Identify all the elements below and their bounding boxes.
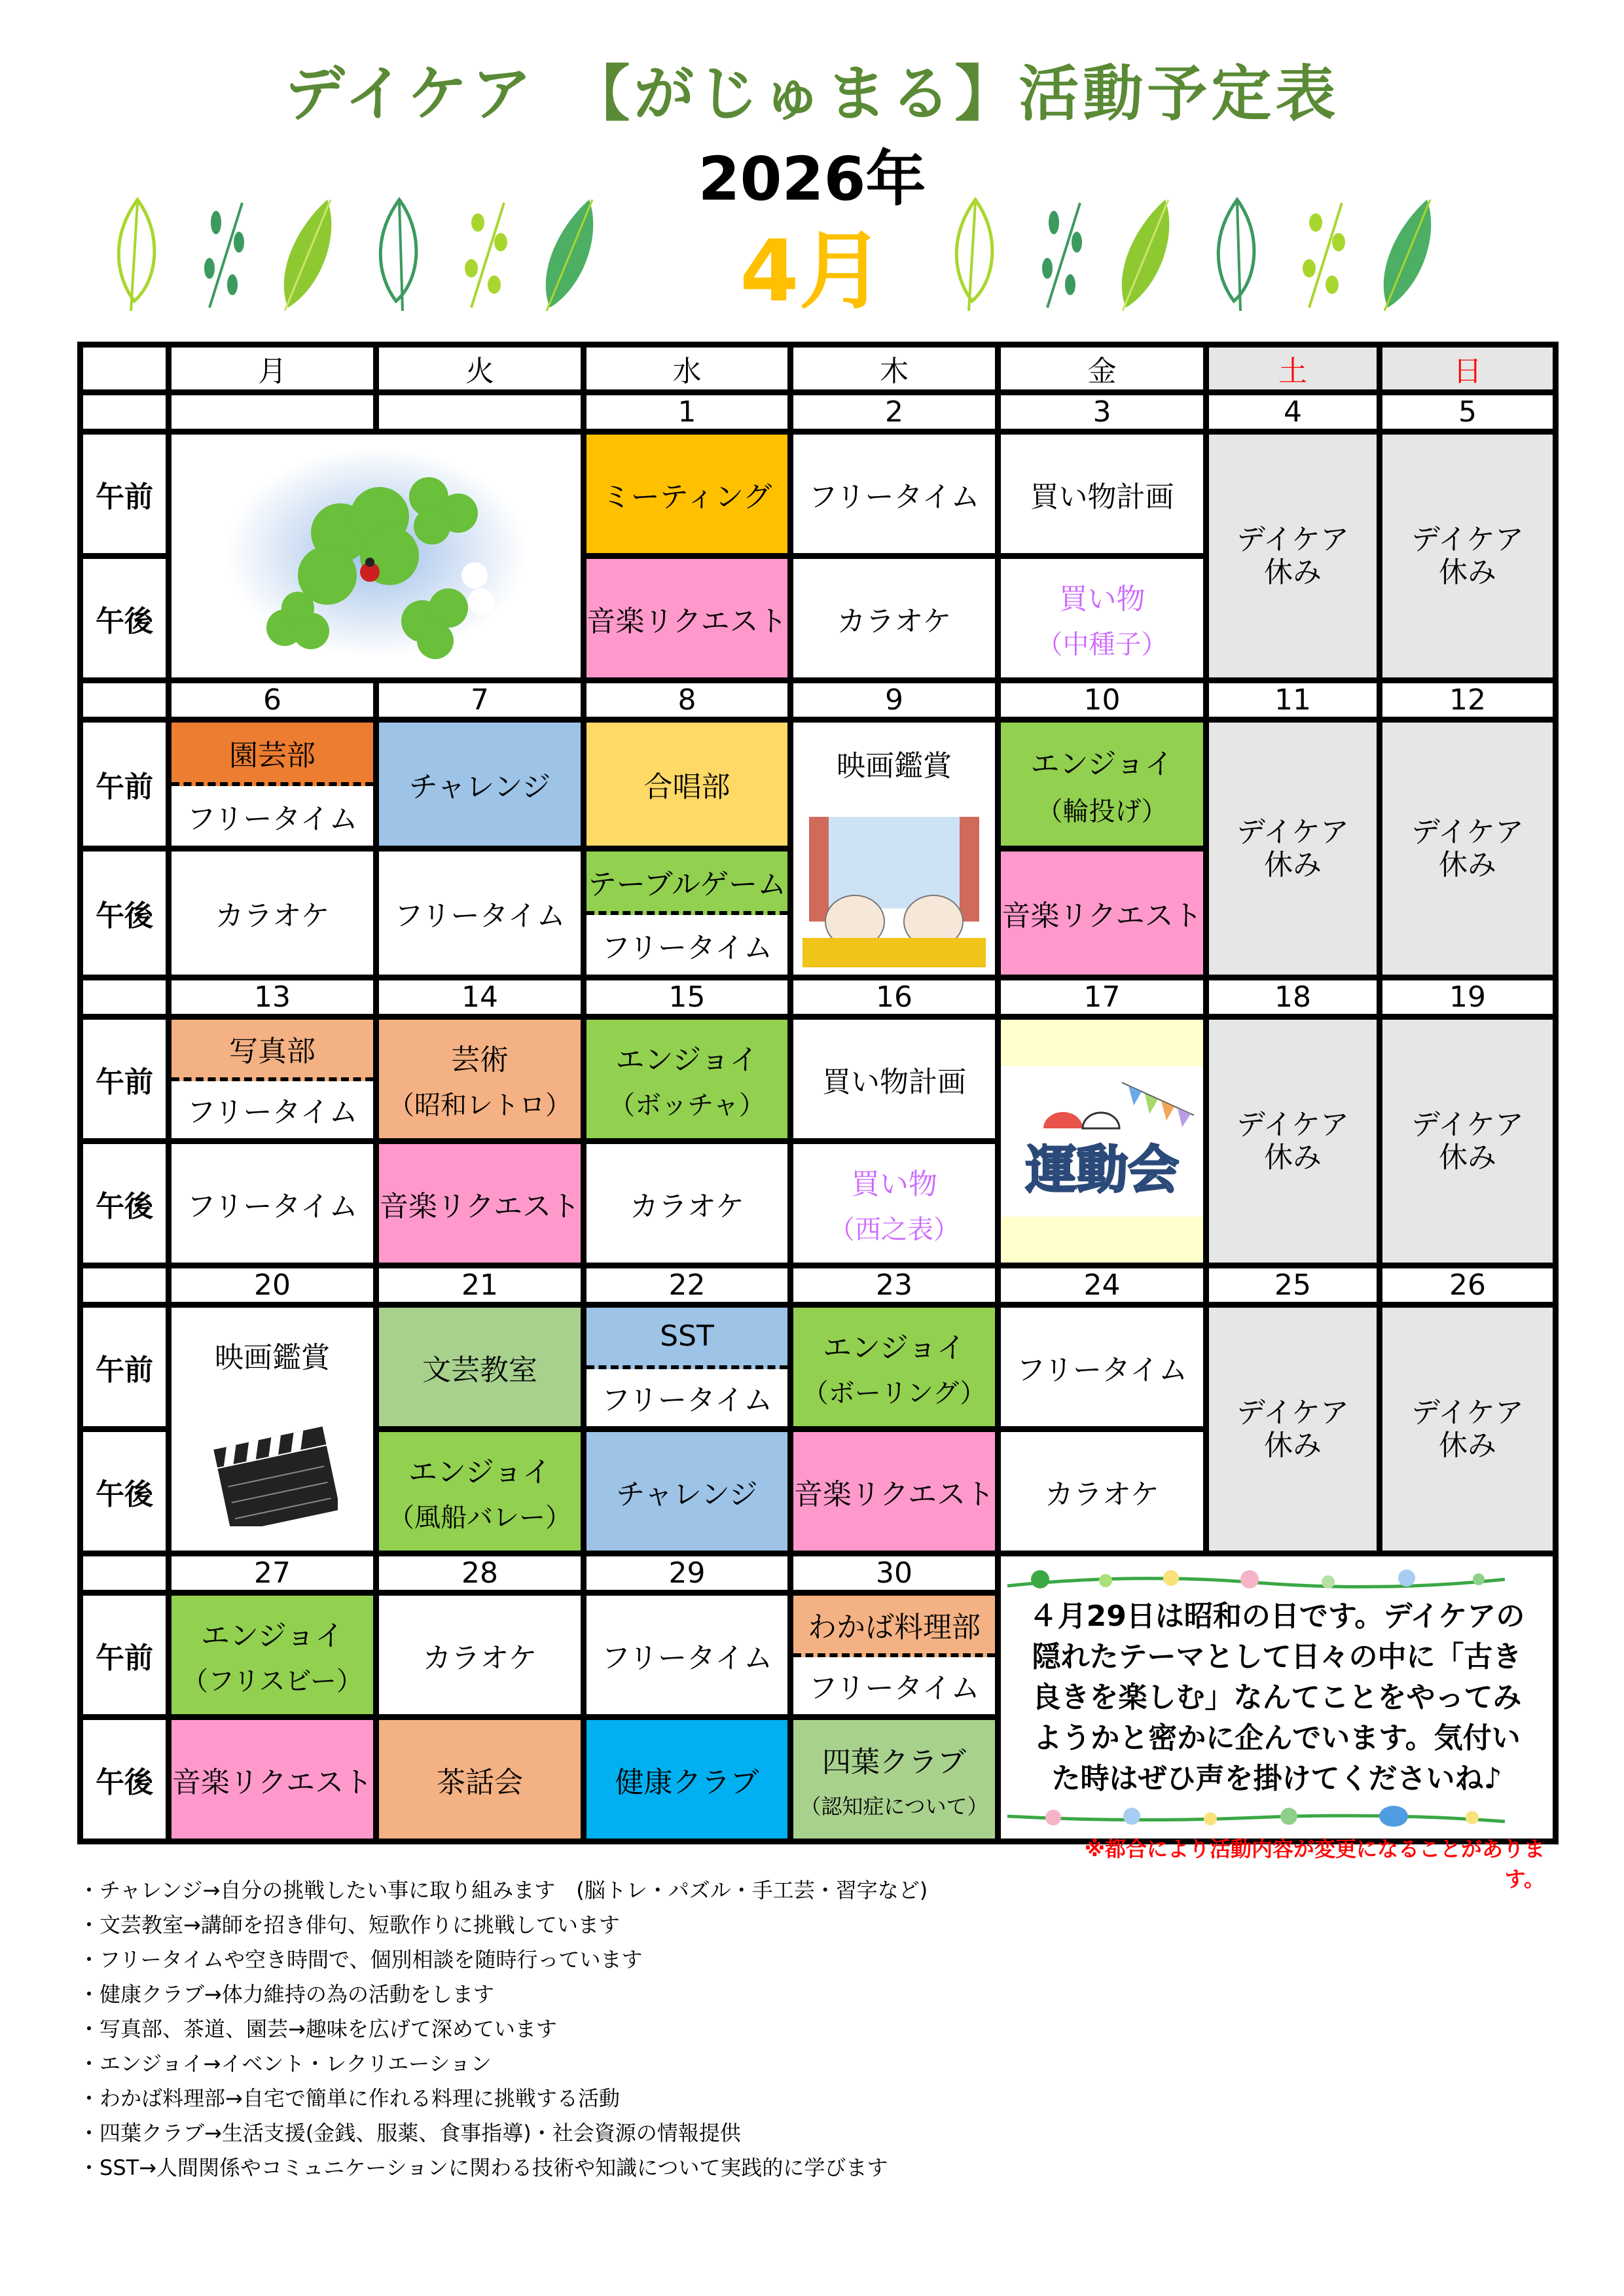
date-cell: 24 xyxy=(998,1266,1206,1305)
closed-cell: デイケア 休み xyxy=(1206,1017,1380,1266)
date-cell: 27 xyxy=(169,1554,376,1593)
date-cell: 16 xyxy=(791,978,998,1017)
am-label: 午前 xyxy=(81,432,169,556)
activity-cell: 四葉クラブ （認知症について） xyxy=(791,1717,998,1842)
split-activity-cell: 園芸部 フリータイム xyxy=(169,720,376,849)
clapperboard-icon xyxy=(207,1422,338,1526)
activity-cell: 芸術 （昭和レトロ） xyxy=(376,1017,584,1141)
date-cell: 12 xyxy=(1380,681,1556,720)
date-cell: 9 xyxy=(791,681,998,720)
corner-cell xyxy=(81,345,169,393)
date-cell: 17 xyxy=(998,978,1206,1017)
closed-cell: デイケア 休み xyxy=(1206,1305,1380,1554)
weekday-thu: 木 xyxy=(791,345,998,393)
date-cell: 13 xyxy=(169,978,376,1017)
activity-cell: 茶話会 xyxy=(376,1717,584,1842)
movie-cell: 映画鑑賞 xyxy=(791,720,998,978)
activity-cell: ミーティング xyxy=(584,432,791,556)
split-activity-cell: 写真部 フリータイム xyxy=(169,1017,376,1141)
note-item: ・わかば料理部→自宅で簡単に作れる料理に挑戦する活動 xyxy=(79,2086,620,2111)
date-cell: 18 xyxy=(1206,978,1380,1017)
date-row xyxy=(81,1554,1556,1593)
activity-cell: エンジョイ （輪投げ） xyxy=(998,720,1206,849)
date-cell: 6 xyxy=(169,681,376,720)
closed-cell: デイケア 休み xyxy=(1206,720,1380,978)
year-label: 2026年 xyxy=(698,144,926,214)
am-row xyxy=(81,720,1556,849)
activity-cell: 音楽リクエスト xyxy=(998,849,1206,978)
sports-day-cell xyxy=(998,1017,1206,1266)
date-row xyxy=(81,1266,1556,1305)
weekday-mon: 月 xyxy=(169,345,376,393)
date-cell: 2 xyxy=(791,393,998,432)
note-item: ・健康クラブ→体力維持の為の活動をします xyxy=(79,1982,494,2007)
activity-cell: 買い物 （中種子） xyxy=(998,556,1206,681)
am-row xyxy=(81,1017,1556,1141)
activity-cell: 買い物計画 xyxy=(998,432,1206,556)
month-label: 4月 xyxy=(740,221,884,321)
activity-cell: フリータイム xyxy=(584,1593,791,1717)
clover-ladybug-illustration xyxy=(169,432,584,681)
activity-notes-list xyxy=(79,1873,928,2185)
activity-cell: 音楽リクエスト xyxy=(791,1429,998,1554)
split-activity-cell: テーブルゲーム フリータイム xyxy=(584,849,791,978)
sports-day-illustration xyxy=(1004,1076,1200,1207)
closed-cell: デイケア 休み xyxy=(1380,1305,1556,1554)
svg-text:運動会: 運動会 xyxy=(1025,1140,1179,1200)
am-label: 午前 xyxy=(81,1305,169,1429)
weekday-wed: 水 xyxy=(584,345,791,393)
activity-cell: 文芸教室 xyxy=(376,1305,584,1429)
date-cell: 14 xyxy=(376,978,584,1017)
date-cell: 7 xyxy=(376,681,584,720)
am-label: 午前 xyxy=(81,720,169,849)
date-cell: 3 xyxy=(998,393,1206,432)
date-cell: 8 xyxy=(584,681,791,720)
activity-cell: エンジョイ （フリスビー） xyxy=(169,1593,376,1717)
schedule-calendar xyxy=(77,342,1559,1844)
date-cell: 4 xyxy=(1206,393,1380,432)
am-label: 午前 xyxy=(81,1593,169,1717)
activity-cell: 合唱部 xyxy=(584,720,791,849)
activity-cell: フリータイム xyxy=(791,432,998,556)
am-label: 午前 xyxy=(81,1017,169,1141)
date-cell xyxy=(169,393,376,432)
activity-cell: カラオケ xyxy=(998,1429,1206,1554)
date-cell xyxy=(376,393,584,432)
activity-cell: フリータイム xyxy=(376,849,584,978)
activity-cell: 音楽リクエスト xyxy=(584,556,791,681)
movie-theater-illustration xyxy=(803,810,986,967)
activity-cell: 音楽リクエスト xyxy=(169,1717,376,1842)
activity-cell: エンジョイ （風船バレー） xyxy=(376,1429,584,1554)
activity-cell: フリータイム xyxy=(169,1141,376,1266)
note-item: ・写真部、茶道、園芸→趣味を広げて深めています xyxy=(79,2017,557,2041)
date-cell: 10 xyxy=(998,681,1206,720)
date-cell: 26 xyxy=(1380,1266,1556,1305)
date-cell: 19 xyxy=(1380,978,1556,1017)
split-activity-cell: わかば料理部 フリータイム xyxy=(791,1593,998,1717)
pm-label: 午後 xyxy=(81,1429,169,1554)
activity-cell: カラオケ xyxy=(376,1593,584,1717)
date-cell: 22 xyxy=(584,1266,791,1305)
weekday-sun: 日 xyxy=(1380,345,1556,393)
closed-cell: デイケア 休み xyxy=(1380,432,1556,681)
date-cell: 28 xyxy=(376,1554,584,1593)
closed-cell: デイケア 休み xyxy=(1206,432,1380,681)
note-item: ・文芸教室→講師を招き俳句、短歌作りに挑戦しています xyxy=(79,1912,620,1937)
clover-icon xyxy=(213,444,540,660)
pm-label: 午後 xyxy=(81,1717,169,1842)
note-item: ・四葉クラブ→生活支援(金銭、服薬、食事指導)・社会資源の情報提供 xyxy=(79,2121,741,2145)
activity-cell: 音楽リクエスト xyxy=(376,1141,584,1266)
closed-cell: デイケア 休み xyxy=(1380,720,1556,978)
weekday-tue: 火 xyxy=(376,345,584,393)
date-cell: 15 xyxy=(584,978,791,1017)
date-row xyxy=(81,978,1556,1017)
note-item: ・フリータイムや空き時間で、個別相談を随時行っています xyxy=(79,1947,643,1972)
pm-label: 午後 xyxy=(81,556,169,681)
date-cell: 5 xyxy=(1380,393,1556,432)
activity-cell: フリータイム xyxy=(998,1305,1206,1429)
activity-cell: カラオケ xyxy=(584,1141,791,1266)
activity-cell: エンジョイ （ボーリング） xyxy=(791,1305,998,1429)
weekday-header-row xyxy=(81,345,1556,393)
weekday-sat: 土 xyxy=(1206,345,1380,393)
flower-garland-top xyxy=(1001,1566,1511,1592)
showa-day-message: ４月29日は昭和の日です。デイケアの 隠れたテーマとして日々の中に「古き 良きを楽しむ」なんてことをやってみ ようかと密かに企んでいます。気付い た時はぜひ声を掛けてくださいね♪ xyxy=(998,1554,1556,1842)
split-activity-cell: SST フリータイム xyxy=(584,1305,791,1429)
pm-label: 午後 xyxy=(81,849,169,978)
activity-cell: カラオケ xyxy=(791,556,998,681)
page-title: デイケア 【がじゅまる】活動予定表 xyxy=(284,59,1340,129)
date-cell: 30 xyxy=(791,1554,998,1593)
date-cell: 11 xyxy=(1206,681,1380,720)
am-row xyxy=(81,432,1556,556)
date-cell: 23 xyxy=(791,1266,998,1305)
am-row xyxy=(81,1305,1556,1429)
date-cell: 1 xyxy=(584,393,791,432)
date-row xyxy=(81,393,1556,432)
movie-cell: 映画鑑賞 xyxy=(169,1305,376,1554)
note-item: ・チャレンジ→自分の挑戦したい事に取り組みます (脳トレ・パズル・手工芸・習字など) xyxy=(79,1878,928,1903)
date-cell: 25 xyxy=(1206,1266,1380,1305)
flower-garland-bottom xyxy=(1001,1803,1511,1829)
activity-cell: カラオケ xyxy=(169,849,376,978)
activity-cell: チャレンジ xyxy=(584,1429,791,1554)
activity-cell: チャレンジ xyxy=(376,720,584,849)
date-cell: 20 xyxy=(169,1266,376,1305)
activity-cell: 買い物計画 xyxy=(791,1017,998,1141)
date-cell: 21 xyxy=(376,1266,584,1305)
date-row xyxy=(81,681,1556,720)
weekday-fri: 金 xyxy=(998,345,1206,393)
activity-cell: 健康クラブ xyxy=(584,1717,791,1842)
schedule-change-caution: ※都合により活動内容が変更になることがあります。 xyxy=(1084,1837,1545,1892)
activity-cell: 買い物 （西之表） xyxy=(791,1141,998,1266)
note-item: ・SST→人間関係やコミュニケーションに関わる技術や知識について実践的に学びます xyxy=(79,2155,888,2180)
pm-label: 午後 xyxy=(81,1141,169,1266)
date-cell: 29 xyxy=(584,1554,791,1593)
closed-cell: デイケア 休み xyxy=(1380,1017,1556,1266)
note-item: ・エンジョイ→イベント・レクリエーション xyxy=(79,2051,492,2076)
activity-cell: エンジョイ （ボッチャ） xyxy=(584,1017,791,1141)
